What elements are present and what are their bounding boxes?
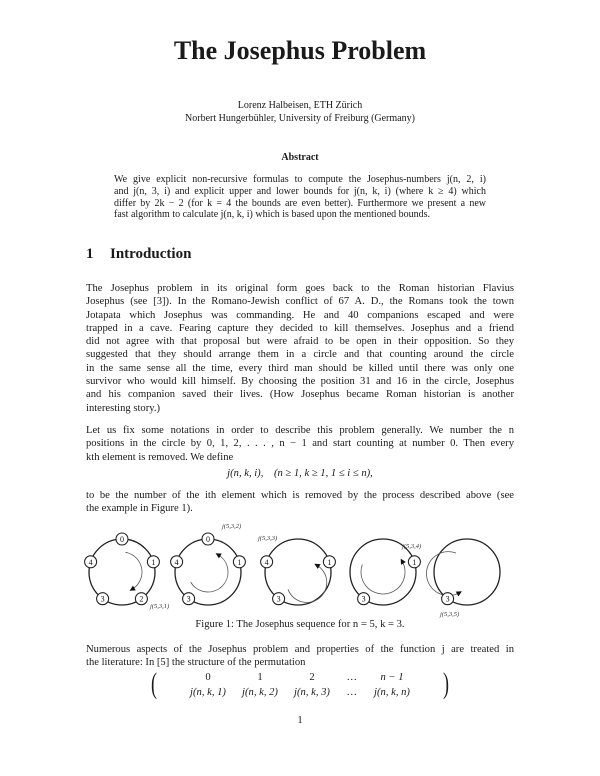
page-number: 1	[297, 715, 303, 726]
section-number: 1	[86, 246, 94, 262]
author-2: Norbert Hungerbühler, University of Freiburg (Germany)	[185, 113, 415, 124]
figure-panel	[85, 533, 170, 610]
text-line: survivor who would kill himself. By choosing the position 31 and 16 in the circle, Josephus	[86, 376, 514, 388]
matrix-cell: j(n, k, 3)	[294, 687, 330, 698]
text-line: Jotapata which Josephus was commanding. He and 40 companions escaped and were	[86, 309, 514, 321]
node-label: 4	[88, 557, 93, 567]
matrix-cell: …	[347, 687, 357, 698]
node-label: 4	[264, 557, 269, 567]
matrix-cell: 0	[205, 672, 211, 683]
removal-label: j(5,3,5)	[440, 611, 460, 618]
figure-caption: Figure 1: The Josephus sequence for n = 5, k = 3.	[195, 619, 405, 630]
node-label: 2	[139, 594, 144, 604]
text-line: did not agree with that proposal but were afraid to be open in their opposition. So they	[86, 336, 514, 348]
left-paren: (	[151, 667, 157, 700]
matrix-cell: 2	[309, 672, 315, 683]
node-label: 3	[276, 594, 281, 604]
node-label: 3	[361, 594, 366, 604]
node-label: 0	[206, 535, 210, 544]
text-line: the example in Figure 1).	[86, 503, 193, 515]
text-line: the literature: In [5] the structure of the permutation	[86, 657, 306, 669]
node-label: 1	[412, 557, 417, 567]
matrix-row-top	[155, 672, 445, 687]
abstract-line: and j(n, 3, i) and explicit upper and lower bounds for j(n, k, i) (where k ≥ 4) which	[114, 185, 486, 197]
definition-formula: j(n, k, i), (n ≥ 1, k ≥ 1, 1 ≤ i ≤ n),	[227, 468, 373, 479]
text-line: trapped in a cave. Fearing capture they decided to kill themselves. Josephus and a friend	[86, 322, 514, 334]
matrix-cell: j(n, k, 2)	[242, 687, 278, 698]
intro-paragraph-1	[86, 282, 514, 415]
text-line: The Josephus problem in its original form goes back to the Roman historian Flavius	[86, 283, 514, 294]
abstract-line: fast algorithm to calculate j(n, k, i) which is based upon the mentioned bounds.	[114, 209, 431, 221]
arrow-arc	[426, 552, 459, 596]
text-line: kth element is removed. We define	[86, 451, 234, 463]
abstract	[114, 174, 486, 221]
node-label: 0	[120, 535, 124, 544]
matrix-cell: j(n, k, 1)	[190, 687, 226, 698]
paper-title: The Josephus Problem	[173, 36, 427, 65]
text-line: Numerous aspects of the Josephus problem and properties of the function j are treated in	[86, 644, 514, 655]
figure-panel	[350, 539, 421, 605]
right-paren: )	[443, 667, 449, 700]
text-line: in the same sense all the time, every third man should be killed until there was only one	[86, 362, 514, 374]
matrix-row-bottom	[155, 687, 445, 702]
intro-paragraph-3	[86, 489, 514, 516]
abstract-heading: Abstract	[281, 152, 319, 163]
node-label: 1	[237, 557, 242, 567]
node-label: 1	[327, 557, 332, 567]
removal-label: j(5,3,1)	[150, 603, 170, 610]
text-line: suggested that they should arrange them in a circle and that counting around the circle	[86, 349, 514, 361]
figure-josephus-sequence	[0, 520, 600, 620]
matrix-cell: 1	[257, 672, 263, 683]
removal-label: j(5,3,3)	[258, 535, 278, 542]
arrow-arc	[288, 565, 327, 602]
section-heading	[86, 246, 191, 263]
arrow-arc	[361, 561, 405, 594]
node-label: 3	[186, 594, 191, 604]
matrix-cell: j(n, k, n)	[374, 687, 410, 698]
node-label: 3	[445, 594, 450, 604]
permutation-matrix	[0, 667, 600, 702]
text-line: Let us fix some notations in order to describe this problem generally. We number the n	[86, 425, 514, 436]
node-label: 1	[151, 557, 156, 567]
node-label: 4	[174, 557, 179, 567]
text-line: Josephus (see [3]). In the Romano-Jewish conflict of 67 A. D., the Romans took the town	[86, 296, 514, 308]
intro-paragraph-2	[86, 424, 514, 464]
node-label: 3	[100, 594, 105, 604]
section-title: Introduction	[110, 246, 192, 262]
paragraph-4	[86, 643, 514, 670]
abstract-line: differ by 2k − 2 (for k = 4 the bounds are even better). Furthermore we present a new	[114, 197, 486, 209]
matrix-cell: n − 1	[380, 672, 404, 683]
text-line: to be the number of the ith element which is removed by the process described above (see	[86, 490, 514, 501]
arrow-arc	[191, 555, 228, 592]
figure-panel	[257, 535, 335, 605]
text-line: interesting story.)	[86, 402, 161, 414]
text-line: and his companion saved their lives. (How Josephus became Roman historian is another	[86, 389, 514, 401]
removal-label: j(5,3,2)	[222, 523, 242, 530]
figure-panel	[426, 539, 500, 618]
arrow-arc	[125, 552, 142, 589]
figure-panel	[171, 523, 246, 605]
text-line: positions in the circle by 0, 1, 2, . . . , n − 1 and start counting at number 0. Then every	[86, 438, 514, 450]
author-1: Lorenz Halbeisen, ETH Zürich	[237, 100, 363, 111]
removal-label: j(5,3,4)	[402, 543, 422, 550]
abstract-line: We give explicit non-recursive formulas to compute the Josephus-numbers j(n, 2, i)	[114, 174, 486, 185]
matrix-cell: …	[347, 672, 357, 683]
